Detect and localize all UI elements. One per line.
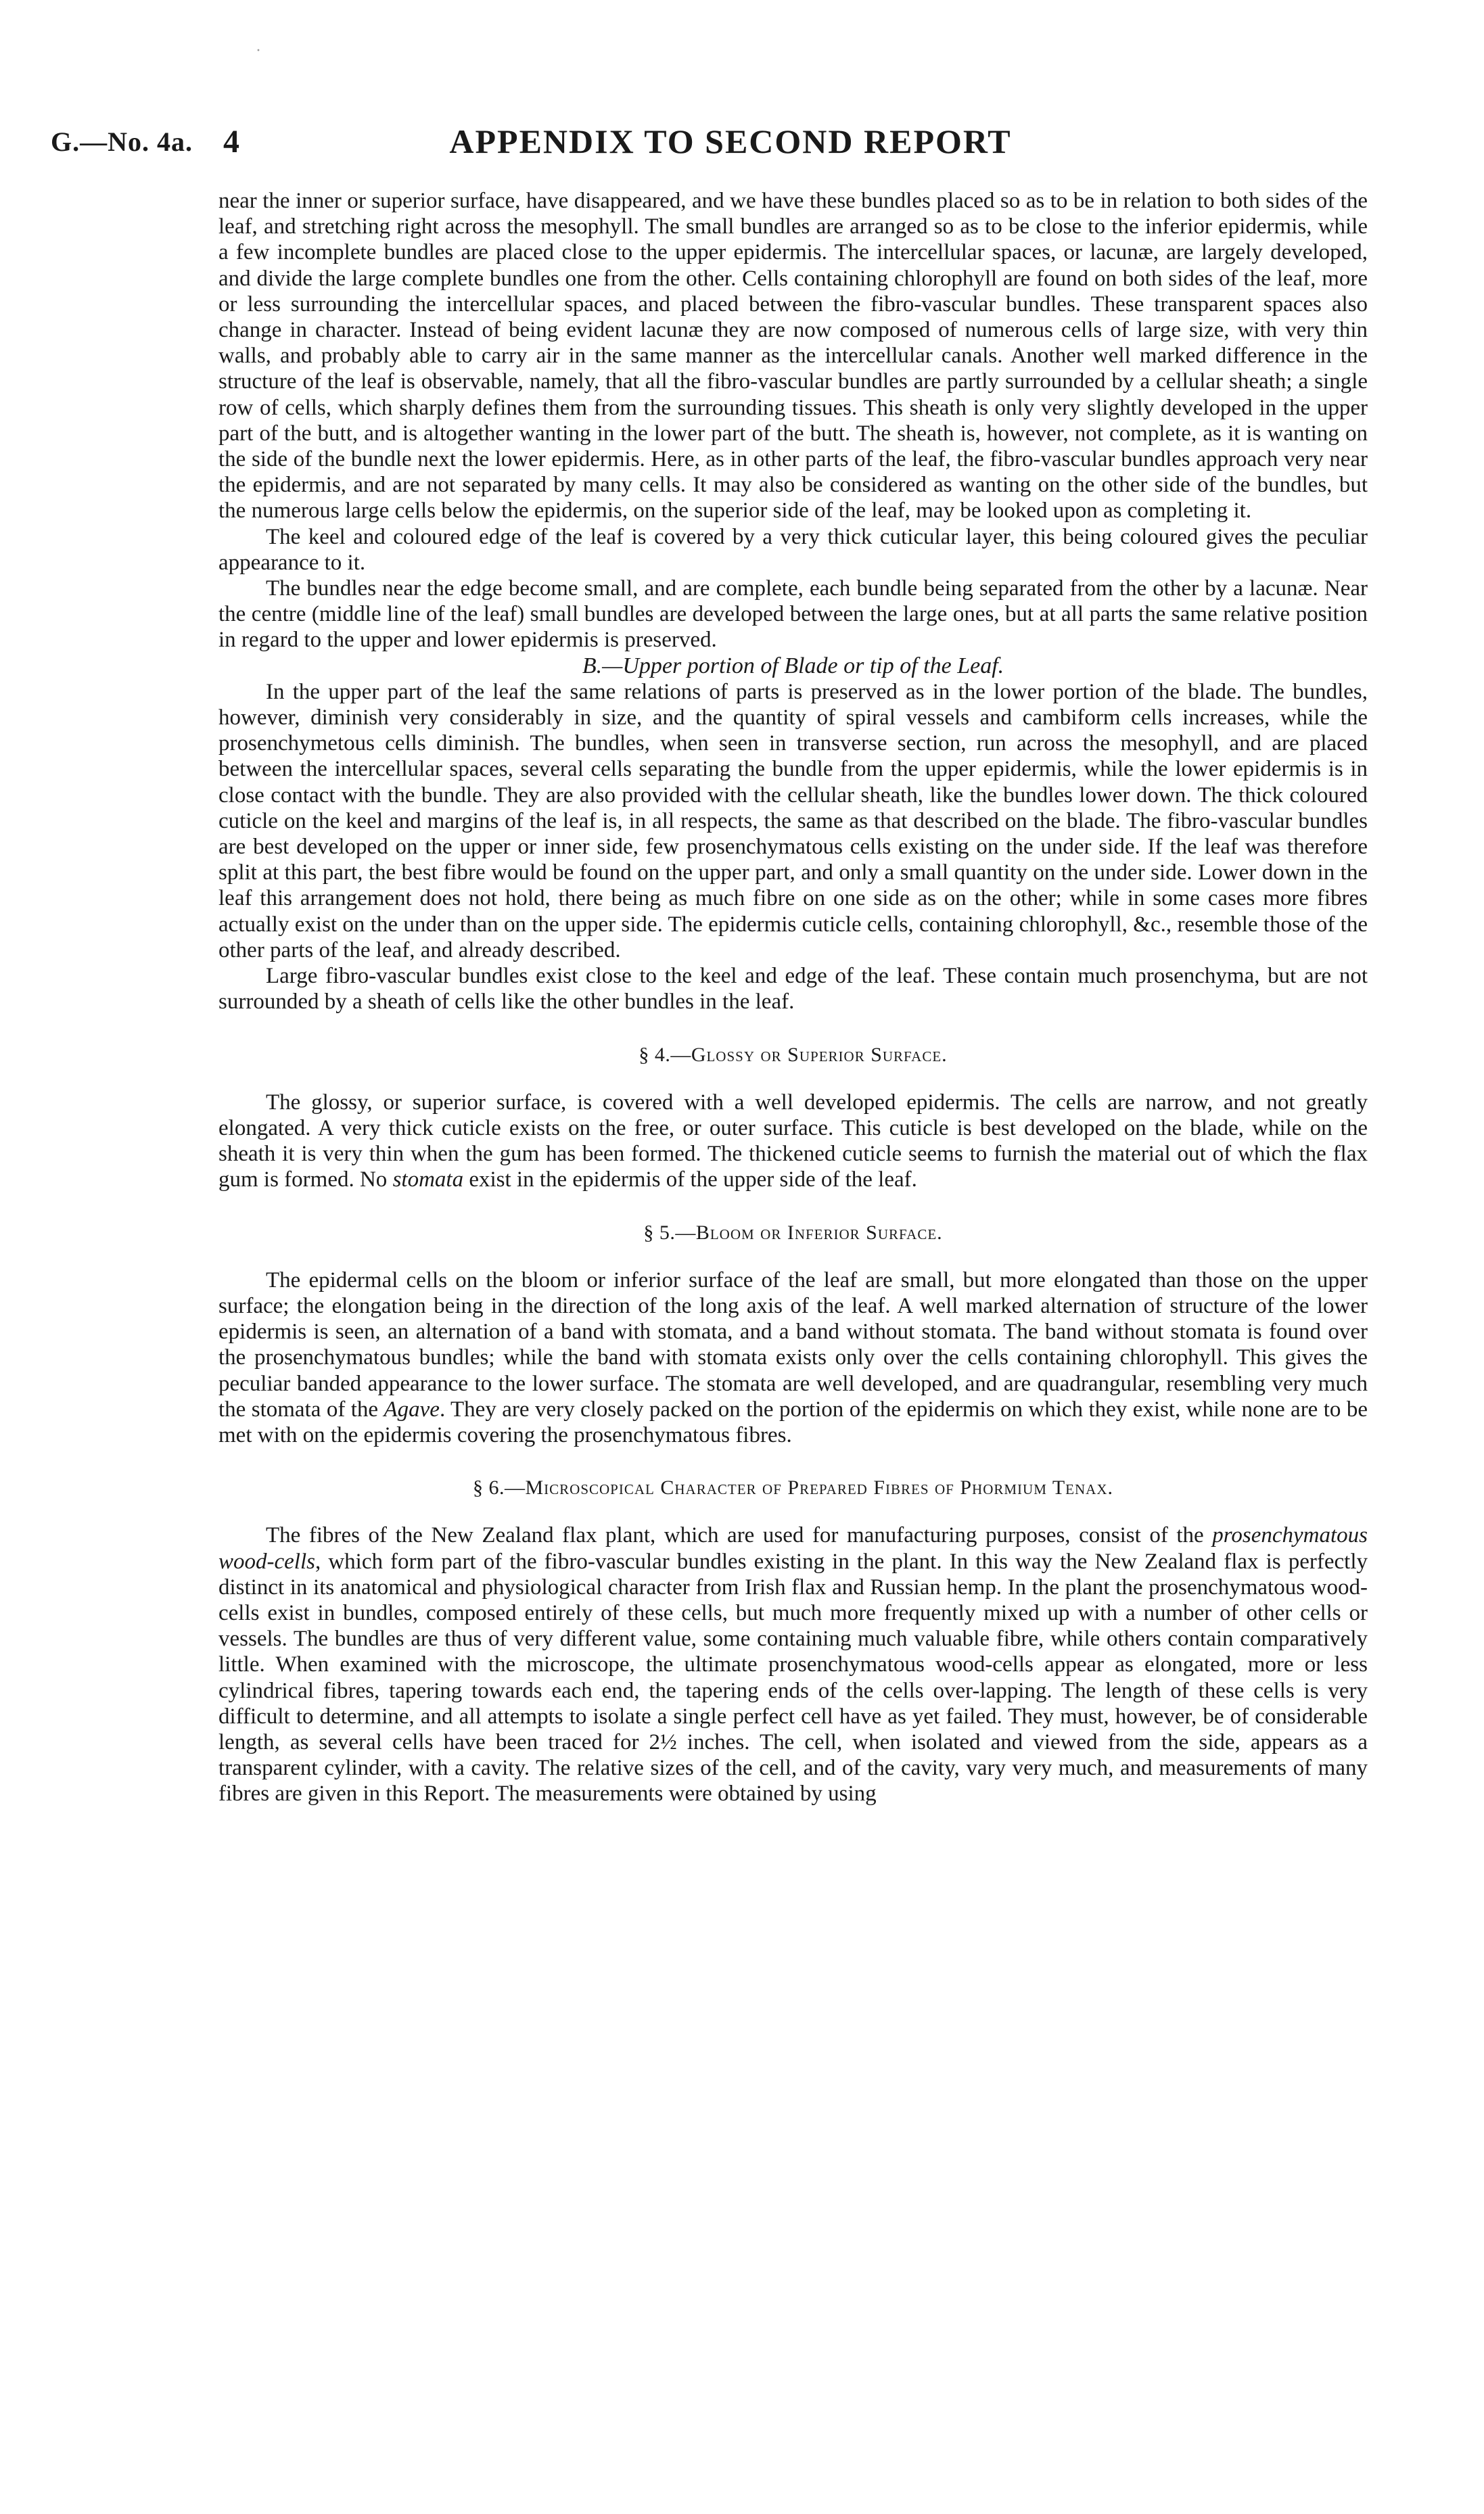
paragraph-continued: near the inner or superior surface, have disappeared, and we have these bundles placed so as to be in relation to both sides of the leaf, and stretching right across the mesophyll. The small bundles are arranged so as to be close to the inferior epidermis, while a few incomplete bundles are placed close to the upper epidermis. The intercellular spaces, or lacunæ, are largely developed, and divide the large complete bundles one from the other. Cells containing chlorophyll are found on both sides of the leaf, more or less surrounding the intercellular spaces, and placed between the fibro-vascular bundles. These transparent spaces also change in character. Instead of being evident lacunæ they are now composed of numerous cells of large size, with very thin walls, and probably able to carry air in the same manner as the intercellular canals. Another well marked difference in the structure of the leaf is observable, namely, that all the fibro-vascular bundles are partly surrounded by a cellular sheath; a single row of cells, which sharply defines them from the surrounding tissues. This sheath is only very slightly developed in the upper part of the butt, and is altogether wanting in the lower part of the butt. The sheath is, however, not complete, as it is wanting on the side of the bundle next the lower epidermis. Here, as in other parts of the leaf, the fibro-vascular bundles approach very near the epidermis, and are not separated by many cells. It may also be considered as wanting on the other side of the bundles, but the numerous large cells below the epidermis, on the superior side of the leaf, may be looked upon as completing it. [218, 189, 1368, 523]
page-title: APPENDIX TO SECOND REPORT [449, 122, 1012, 160]
section-6-number: § 6.— [472, 1476, 526, 1499]
micro-text-a: The fibres of the New Zealand flax plant, which are used for manufacturing purposes, consist of the [266, 1523, 1213, 1548]
section-5-number: § 5.— [643, 1221, 696, 1244]
document-reference: G.—No. 4a. [51, 126, 193, 157]
paragraph-upper-blade: In the upper part of the leaf the same relations of parts is preserved as in the lower portion of the blade. The bundles, however, diminish very considerably in size, and the quantity of spiral vessels and cambiform cells increases, while the prosenchymetous cells diminish. The bundles, when seen in transverse section, run across the mesophyll, and are placed between the intercellular spaces, several cells separating the bundle from the upper epidermis, while the lower epidermis is in close contact with the bundle. They are also provided with the cellular sheath, like the bundles lower down. The thick coloured cuticle on the keel and margins of the leaf is, in all respects, the same as that described on the blade. The fibro-vascular bundles are best developed on the upper or inner side, few prosenchymatous cells existing on the under side. If the leaf was therefore split at this part, the best fibre would be found on the upper part, and only a small quantity on the under side. Lower down in the leaf this arrangement does not hold, there being as much fibre on one side as on the other; while in some cases more fibres actually exist on the under than on the upper side. The epidermis cuticle cells, containing chlorophyll, &c., resemble those of the other parts of the leaf, and already described. [218, 679, 1368, 962]
page-number: 4 [223, 124, 239, 160]
paragraph-bloom-surface [218, 1267, 1368, 1448]
micro-emphasis: prosenchymatous wood-cells [218, 1523, 1368, 1574]
section-4-number: § 4.— [639, 1043, 691, 1066]
scan-mark: · [256, 42, 261, 60]
paragraph-glossy-surface [218, 1090, 1368, 1193]
glossy-emphasis: stomata [392, 1167, 464, 1192]
section-6-title: Microscopical Character of Prepared Fibres of Phormium Tenax. [525, 1476, 1113, 1499]
bloom-emphasis: Agave [384, 1397, 440, 1422]
micro-text-b: , which form part of the fibro-vascular bundles existing in the plant. In this way the New Zealand flax is perfectly distinct in its anatomical and physiological character from Irish flax and Russian hemp. In the plant the prosenchymatous wood-cells exist in bundles, composed entirely of these cells, but much more frequently mixed up with a number of other cells or vessels. The bundles are thus of very different value, some containing much valuable fibre, while others contain comparatively little. When examined with the microscope, the ultimate prosenchymatous wood-cells appear as elongated, more or less cylindrical fibres, tapering towards each end, the tapering ends of the cells over-lapping. The length of these cells is very difficult to determine, and all attempts to isolate a single perfect cell have as yet failed. They must, however, be of considerable length, as several cells have been traced for 2½ inches. The cell, when isolated and viewed from the side, appears as a transparent cylinder, with a cavity. The relative sizes of the cell, and of the cavity, vary very much, and measurements of many fibres are given in this Report. The measurements were obtained by using [218, 1549, 1368, 1807]
bloom-text-a: The epidermal cells on the bloom or inferior surface of the leaf are small, but more elongated than those on the upper surface; the elongation being in the direction of the long axis of the leaf. A well marked alternation of structure of the lower epidermis is seen, an alternation of a band with stomata, and a band without stomata. The band without stomata is found over the prosenchymatous bundles; while the band with stomata exists only over the cells containing chlorophyll. This gives the peculiar banded appearance to the lower surface. The stomata are well developed, and are quadrangular, resembling very much the stomata of the [218, 1267, 1368, 1422]
document-body [218, 188, 1368, 1807]
bloom-text-b: . They are very closely packed on the portion of the epidermis on which they exist, while none are to be met with on the epidermis covering the prosenchymatous fibres. [218, 1397, 1368, 1447]
paragraph-bundles-edge: The bundles near the edge become small, and are complete, each bundle being separated from the other by a lacunæ. Near the centre (middle line of the leaf) small bundles are developed between the large ones, but at all parts the same relative position in regard to the upper and lower epidermis is preserved. [218, 576, 1368, 653]
subheading-upper-blade: B.—Upper portion of Blade or tip of the Leaf. [582, 653, 1004, 678]
section-5-title: Bloom or Inferior Surface. [695, 1221, 943, 1244]
paragraph-large-bundles: Large fibro-vascular bundles exist close to the keel and edge of the leaf. These contain much prosenchyma, but are not surrounded by a sheath of cells like the other bundles in the leaf. [218, 964, 1368, 1015]
paragraph-microscopical [218, 1522, 1368, 1807]
section-4-title: Glossy or Superior Surface. [691, 1043, 948, 1066]
section-5-heading [218, 1220, 1368, 1246]
glossy-text-a: The glossy, or superior surface, is covered with a well developed epidermis. The cells are narrow, and not greatly elongated. A very thick cuticle exists on the free, or outer surface. This cuticle is best developed on the blade, while on the sheath it is very thin when the gum has been formed. The thickened cuticle seems to furnish the material out of which the flax gum is formed. No [218, 1090, 1368, 1192]
glossy-text-b: exist in the epidermis of the upper side of the leaf. [463, 1167, 917, 1192]
section-4-heading [218, 1042, 1368, 1068]
section-6-heading [218, 1475, 1368, 1501]
page-header [51, 122, 1370, 166]
paragraph-keel: The keel and coloured edge of the leaf is covered by a very thick cuticular layer, this being coloured gives the peculiar appearance to it. [218, 524, 1368, 575]
